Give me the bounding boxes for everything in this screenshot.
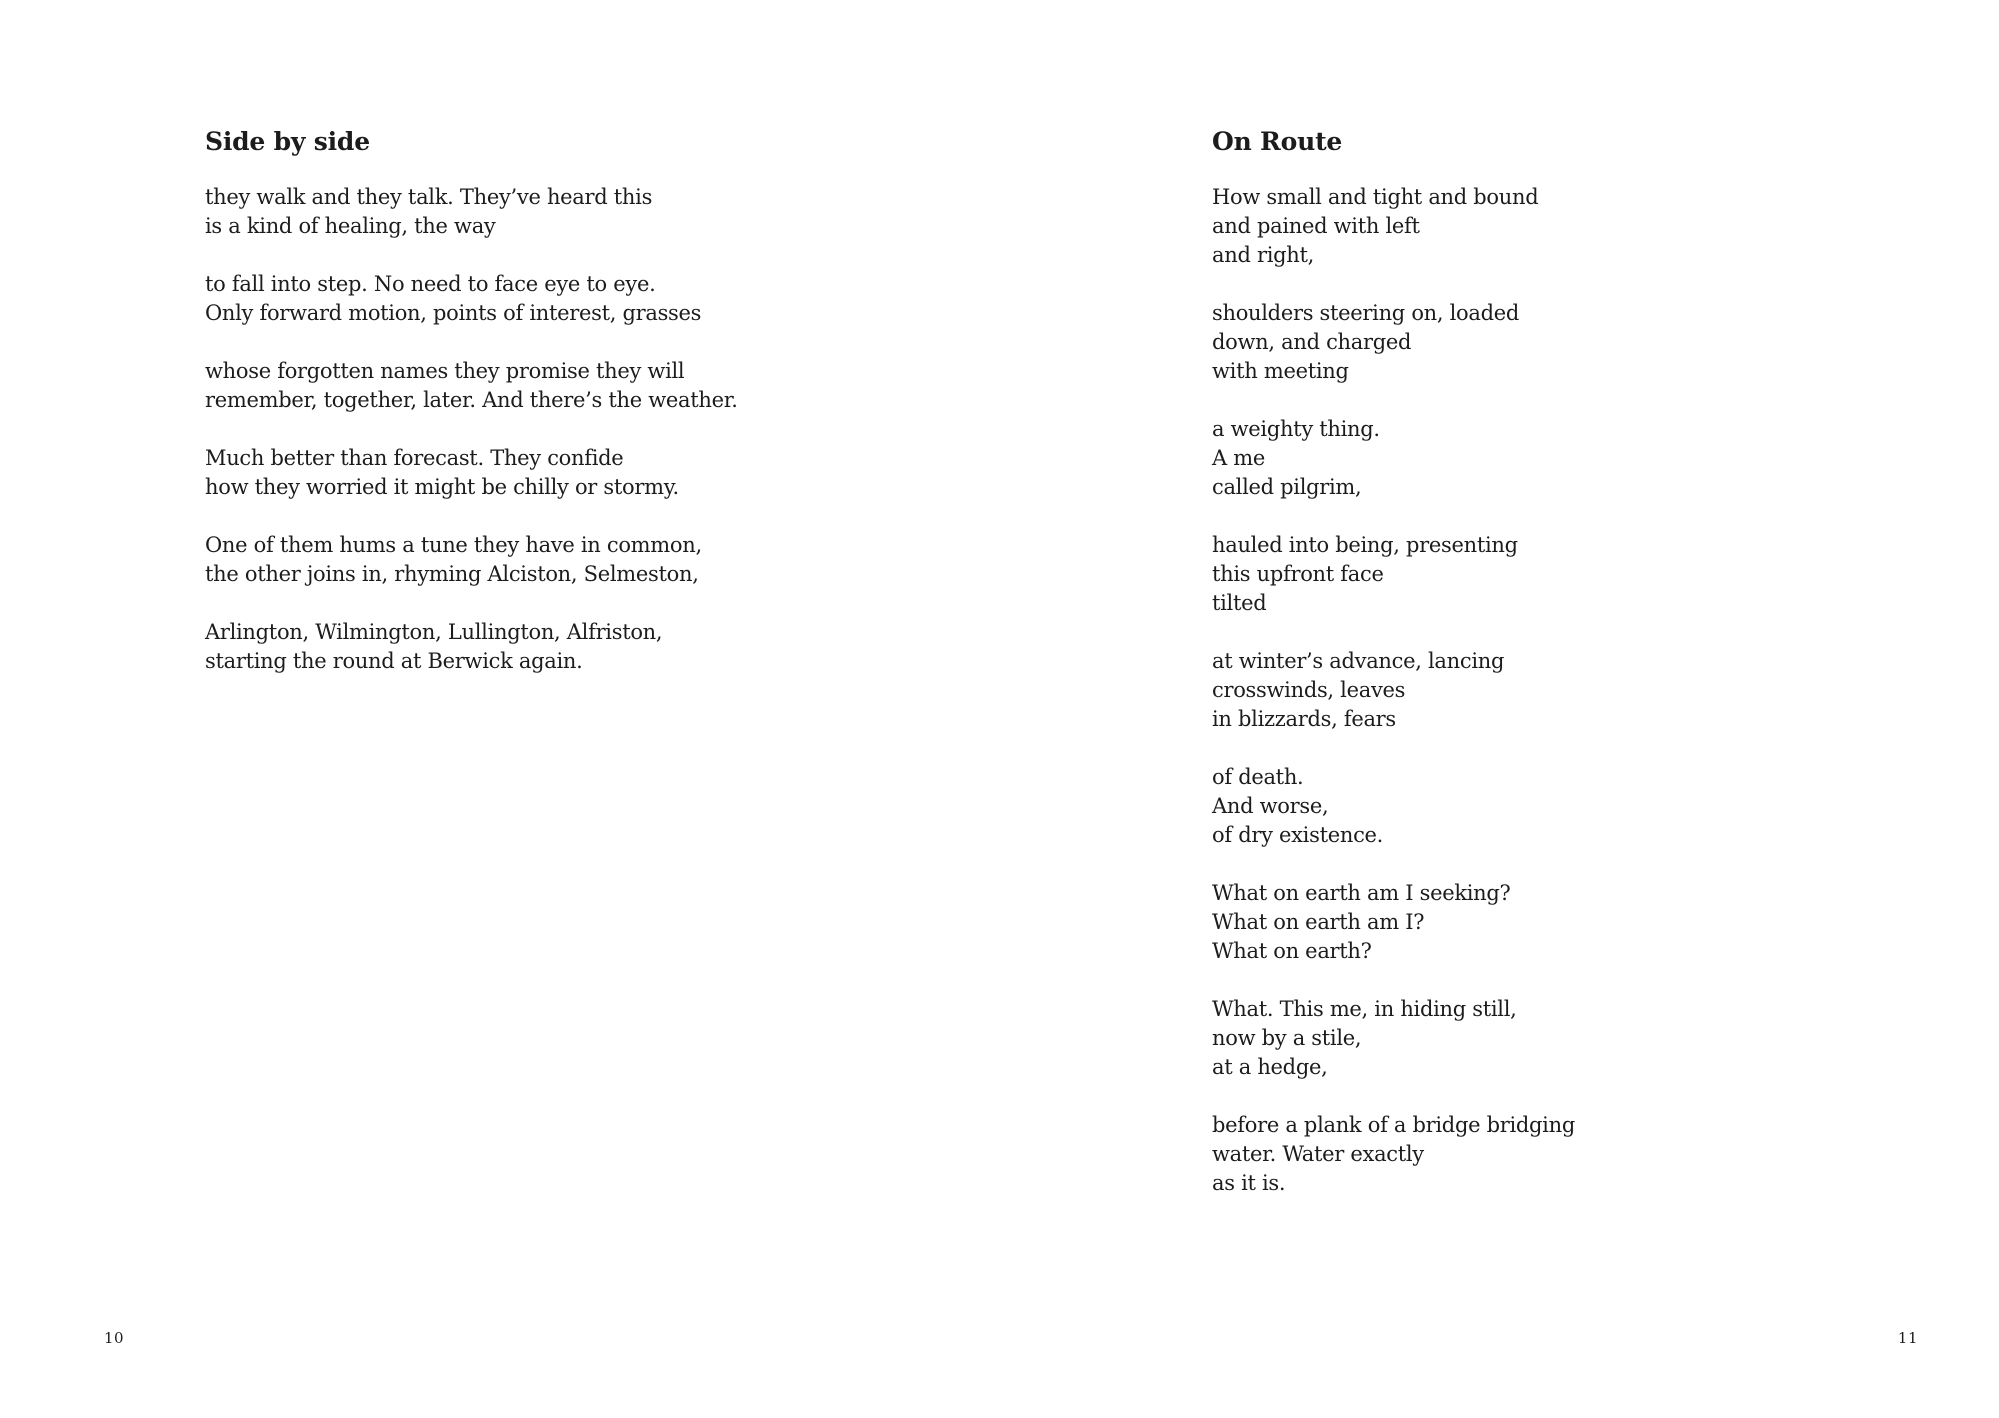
poem-line: with meeting: [1212, 359, 1349, 383]
poem-line: of dry existence.: [1212, 823, 1384, 847]
poem-title: Side by side: [205, 127, 370, 156]
poem-title: On Route: [1212, 127, 1343, 156]
poem-line: remember, together, later. And there’s the weather.: [205, 388, 738, 412]
poem-on-route: [1212, 125, 1575, 1227]
poem-line: Arlington, Wilmington, Lullington, Alfriston,: [205, 620, 663, 644]
poem-line: a weighty thing.: [1212, 417, 1380, 441]
poem-line: now by a stile,: [1212, 1026, 1362, 1050]
poem-line: How small and tight and bound: [1212, 185, 1539, 209]
poem-line: crosswinds, leaves: [1212, 678, 1406, 702]
poem-line: Only forward motion, points of interest, grasses: [205, 301, 702, 325]
poem-line: how they worried it might be chilly or stormy.: [205, 475, 679, 499]
stanza: [205, 357, 738, 415]
poem-line: What on earth am I seeking?: [1212, 881, 1511, 905]
poem-line: at winter’s advance, lancing: [1212, 649, 1505, 673]
poem-line: down, and charged: [1212, 330, 1412, 354]
stanza: [205, 183, 738, 241]
stanza: [1212, 1111, 1575, 1198]
poem-side-by-side: [205, 125, 738, 705]
poem-line: and pained with left: [1212, 214, 1420, 238]
poem-line: One of them hums a tune they have in common,: [205, 533, 702, 557]
poem-line: And worse,: [1212, 794, 1329, 818]
stanza: [1212, 879, 1575, 966]
page-number: 11: [1897, 1329, 1918, 1347]
poem-line: What on earth am I?: [1212, 910, 1425, 934]
poem-line: Much better than forecast. They confide: [205, 446, 624, 470]
poem-line: water. Water exactly: [1212, 1142, 1424, 1166]
poem-line: is a kind of healing, the way: [205, 214, 496, 238]
stanza: [1212, 647, 1575, 734]
poem-line: shoulders steering on, loaded: [1212, 301, 1520, 325]
poem-line: in blizzards, fears: [1212, 707, 1396, 731]
poem-line: and right,: [1212, 243, 1315, 267]
poem-line: of death.: [1212, 765, 1304, 789]
poem-line: tilted: [1212, 591, 1267, 615]
poem-line: to fall into step. No need to face eye to eye.: [205, 272, 656, 296]
poem-line: What. This me, in hiding still,: [1212, 997, 1517, 1021]
stanza: [1212, 183, 1575, 270]
poem-line: called pilgrim,: [1212, 475, 1362, 499]
page-number: 10: [104, 1329, 125, 1347]
poem-line: the other joins in, rhyming Alciston, Selmeston,: [205, 562, 699, 586]
stanza: [1212, 531, 1575, 618]
poem-line: A me: [1212, 446, 1265, 470]
stanza: [1212, 415, 1575, 502]
poem-line: at a hedge,: [1212, 1055, 1328, 1079]
poem-line: before a plank of a bridge bridging: [1212, 1113, 1575, 1137]
poem-line: this upfront face: [1212, 562, 1384, 586]
poem-line: as it is.: [1212, 1171, 1286, 1195]
stanza: [205, 618, 738, 676]
stanza: [205, 270, 738, 328]
left-page: [0, 0, 999, 1418]
right-page: [999, 0, 1999, 1418]
poem-line: whose forgotten names they promise they will: [205, 359, 685, 383]
poem-line: What on earth?: [1212, 939, 1372, 963]
stanza: [205, 531, 738, 589]
stanza: [1212, 299, 1575, 386]
poem-line: starting the round at Berwick again.: [205, 649, 583, 673]
stanza: [205, 444, 738, 502]
poem-line: they walk and they talk. They’ve heard this: [205, 185, 653, 209]
stanza: [1212, 763, 1575, 850]
stanza: [1212, 995, 1575, 1082]
poem-line: hauled into being, presenting: [1212, 533, 1518, 557]
